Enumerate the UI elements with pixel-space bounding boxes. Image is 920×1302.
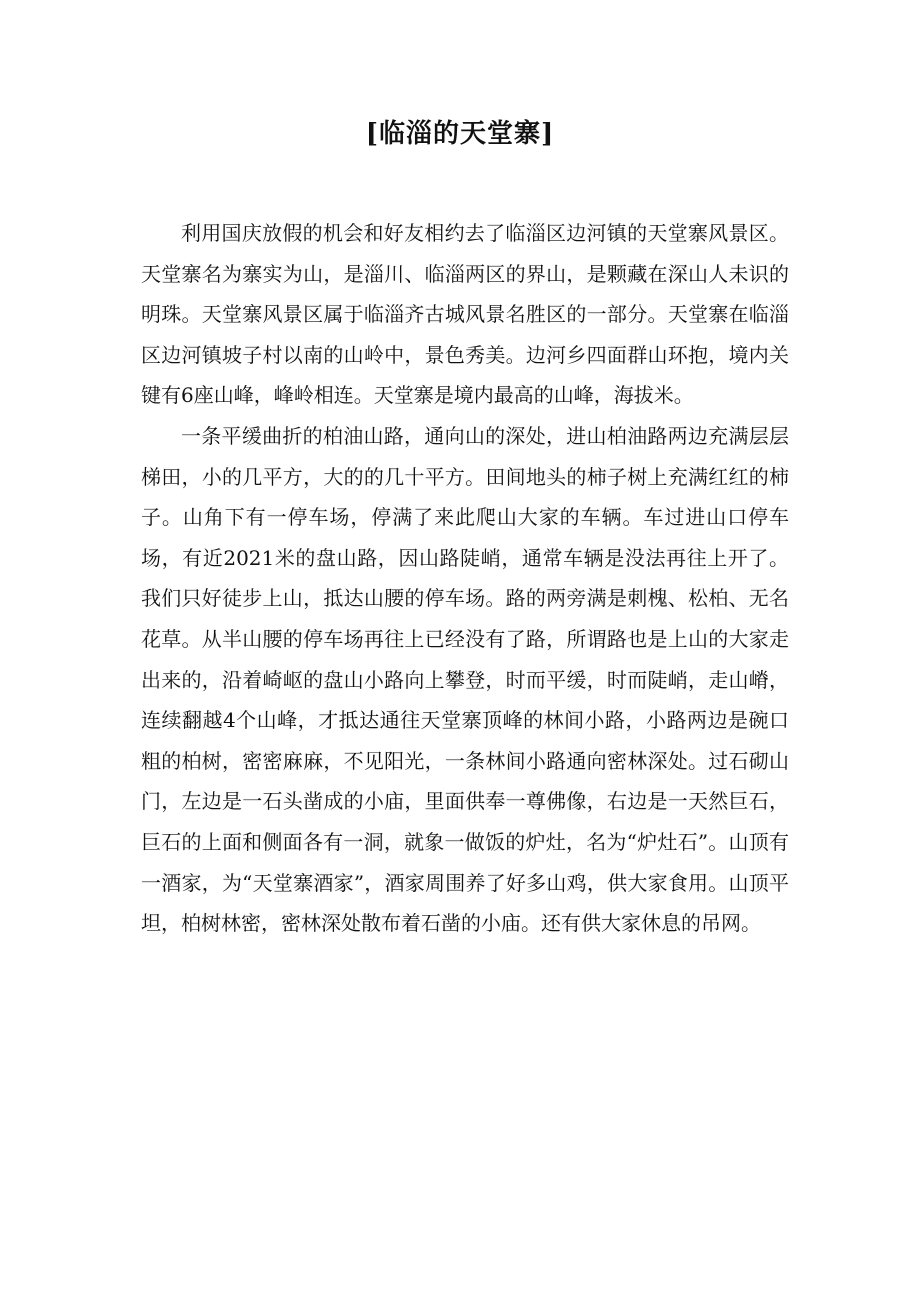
document-title: [临淄的天堂寨] bbox=[365, 119, 555, 149]
paragraph-1: 利用国庆放假的机会和好友相约去了临淄区边河镇的天堂寨风景区。天堂寨名为寨实为山，是淄川、临淄两区的界山，是颗藏在深山人未识的明珠。天堂寨风景区属于临淄齐古城风景名胜区的一部分。天堂寨在临淄区边河镇坡子村以南的山岭中，景色秀美。边河乡四面群山环抱，境内关键有6座山峰，峰岭相连。天堂寨是境内最高的山峰，海拔米。 bbox=[141, 221, 789, 408]
document-body bbox=[141, 213, 789, 944]
paragraph-2: 一条平缓曲折的柏油山路，通向山的深处，进山柏油路两边充满层层梯田，小的几平方，大的的几十平方。田间地头的柿子树上充满红红的柿子。山角下有一停车场，停满了来此爬山大家的车辆。车过进山口停车场，有近2021米的盘山路，因山路陡峭，通常车辆是没法再往上开了。我们只好徒步上山，抵达山腰的停车场。路的两旁满是刺槐、松柏、无名花草。从半山腰的停车场再往上已经没有了路，所谓路也是上山的大家走出来的，沿着崎岖的盘山小路向上攀登，时而平缓，时而陡峭，走山嵴，连续翻越4个山峰，才抵达通往天堂寨顶峰的林间小路，小路两边是碗口粗的柏树，密密麻麻，不见阳光，一条林间小路通向密林深处。过石砌山门，左边是一石头凿成的小庙，里面供奉一尊佛像，右边是一天然巨石，巨石的上面和侧面各有一洞，就象一做饭的炉灶，名为“炉灶石”。山顶有一酒家，为“天堂寨酒家”，酒家周围养了好多山鸡，供大家食用。山顶平坦，柏树林密，密林深处散布着石凿的小庙。还有供大家休息的吊网。 bbox=[141, 423, 789, 936]
